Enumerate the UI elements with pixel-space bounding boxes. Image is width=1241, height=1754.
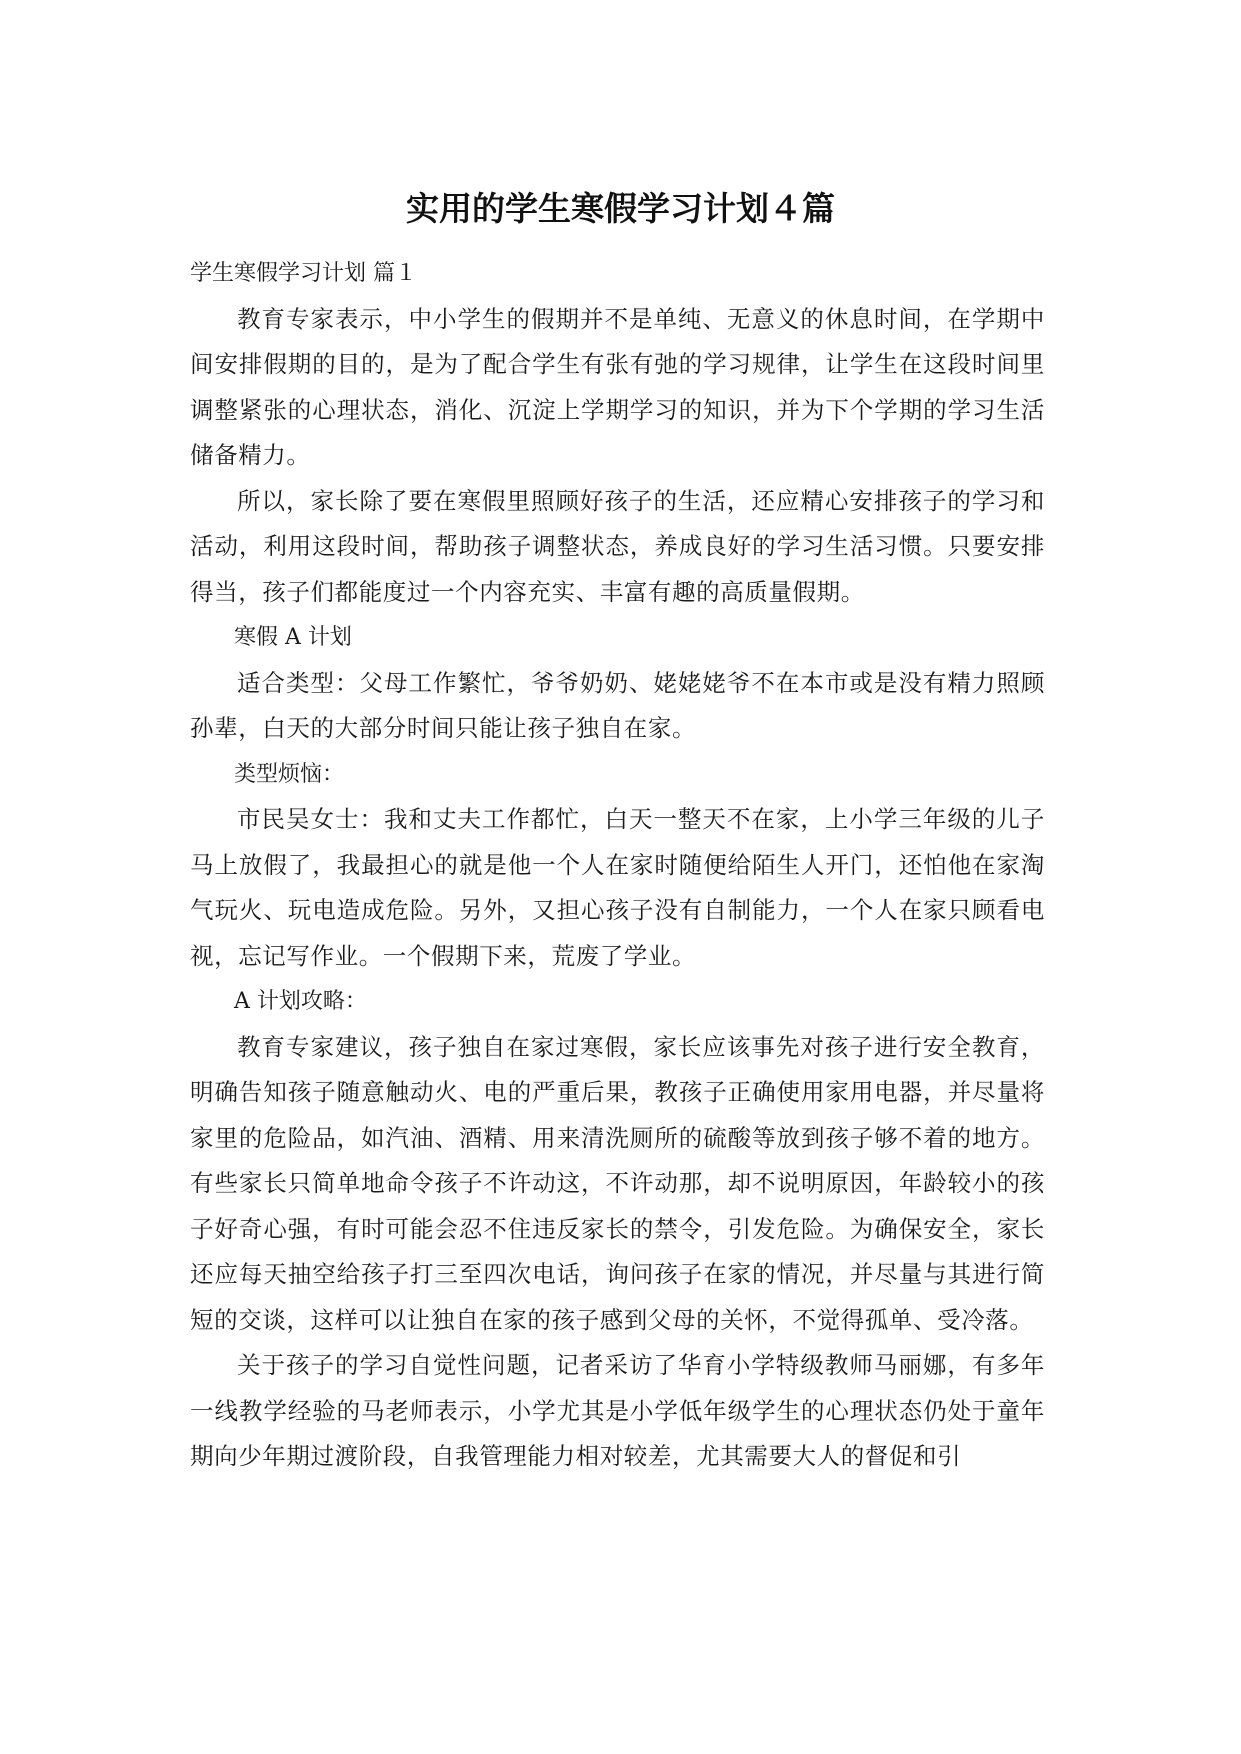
paragraph-self-study: 关于孩子的学习自觉性问题，记者采访了华育小学特级教师马丽娜，有多年一线教学经验的马老师表示，小学尤其是小学低年级学生的心理状态仍处于童年期向少年期过渡阶段，自我管理能力相对较差，尤其需要大人的督促和引	[190, 1351, 1045, 1470]
paragraph-worry: 市民吴女士：我和丈夫工作都忙，白天一整天不在家，上小学三年级的儿子马上放假了，我最担心的就是他一个人在家时随便给陌生人开门，还怕他在家淘气玩火、玩电造成危险。另外，又担心孩子没有自制能力，一个人在家只顾看电视，忘记写作业。一个假期下来，荒废了学业。	[190, 805, 1045, 970]
strategy-heading: A 计划攻略：	[234, 989, 367, 1014]
paragraph-intro: 教育专家表示，中小学生的假期并不是单纯、无意义的休息时间，在学期中间安排假期的目的，是为了配合学生有张有弛的学习规律，让学生在这段时间里调整紧张的心理状态，消化、沉淀上学期学习的知识，并为下个学期的学习生活储备精力。	[190, 304, 1045, 469]
section-label: 学生寒假学习计划 篇１	[190, 261, 417, 286]
paragraph-suitable-type: 适合类型：父母工作繁忙，爷爷奶奶、姥姥姥爷不在本市或是没有精力照顾孙辈，白天的大部分时间只能让孩子独自在家。	[190, 668, 1045, 742]
plan-a-heading: 寒假 A 计划	[234, 625, 352, 650]
paragraph-parents: 所以，家长除了要在寒假里照顾好孩子的生活，还应精心安排孩子的学习和活动，利用这段时间，帮助孩子调整状态，养成良好的学习生活习惯。只要安排得当，孩子们都能度过一个内容充实、丰富有趣的高质量假期。	[190, 486, 1045, 606]
paragraph-strategy: 教育专家建议，孩子独自在家过寒假，家长应该事先对孩子进行安全教育，明确告知孩子随意触动火、电的严重后果，教孩子正确使用家用电器，并尽量将家里的危险品，如汽油、酒精、用来清洗厕所的硫酸等放到孩子够不着的地方。有些家长只简单地命令孩子不许动这，不许动那，却不说明原因，年龄较小的孩子好奇心强，有时可能会忍不住违反家长的禁令，引发危险。为确保安全，家长还应每天抽空给孩子打三至四次电话，询问孩子在家的情况，并尽量与其进行简短的交谈，这样可以让独自在家的孩子感到父母的关怀，不觉得孤单、受冷落。	[190, 1032, 1045, 1334]
document-body	[190, 251, 1045, 1480]
document-title: 实用的学生寒假学习计划４篇	[406, 189, 835, 228]
worry-heading: 类型烦恼：	[234, 761, 345, 787]
